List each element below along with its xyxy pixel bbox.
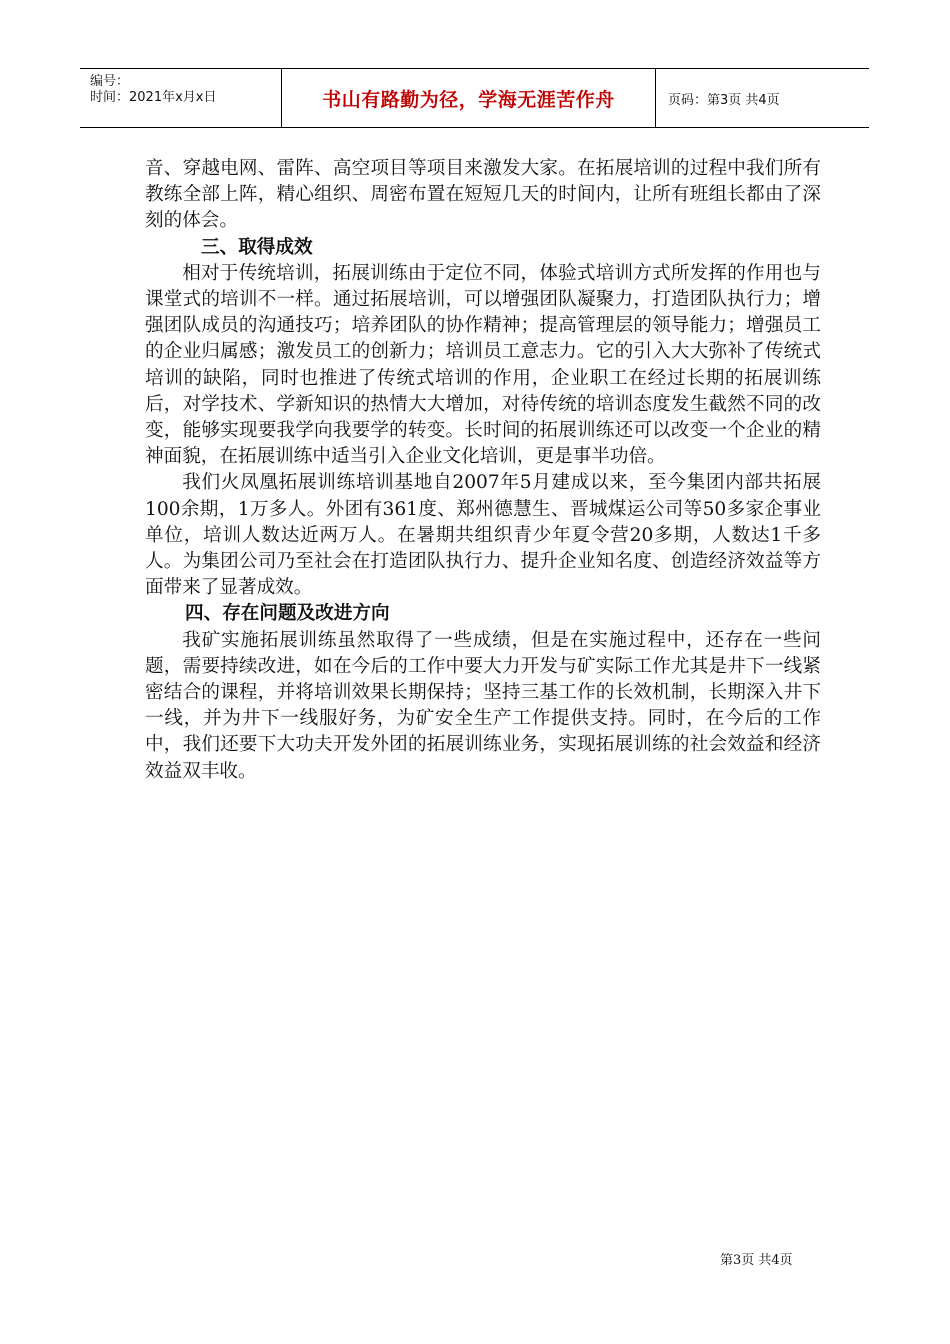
number-label: 编号：: [90, 74, 130, 89]
motto-text: 书山有路勤为径，学海无涯苦作舟: [322, 88, 615, 111]
section3-heading: 三、取得成效: [201, 236, 313, 258]
header-motto-cell: [282, 69, 656, 127]
section4-heading: 四、存在问题及改进方向: [185, 603, 390, 625]
page-footer: [720, 1249, 793, 1268]
header-page-cell: [656, 69, 869, 127]
document-body: [145, 156, 821, 785]
intro-continuation-paragraph: 音、穿越电网、雷阵、高空项目等项目来激发大家。在拓展培训的过程中我们所有教练全部上阵，精心组织、周密布置在短短几天的时间内，让所有班组长都由了深刻的体会。: [145, 158, 821, 232]
document-header: [80, 68, 869, 128]
section3-paragraph-1: 相对于传统培训，拓展训练由于定位不同，体验式培训方式所发挥的作用也与课堂式的培训不一样。通过拓展培训，可以增强团队凝聚力，打造团队执行力；增强团队成员的沟通技巧；培养团队的协作精神；提高管理层的领导能力；增强员工的企业归属感；激发员工的创新力；培训员工意志力。它的引入大大弥补了传统式培训的缺陷，同时也推进了传统式培训的作用，企业职工在经过长期的拓展训练后，对学技术、学新知识的热情大大增加，对待传统的培训态度发生截然不同的改变，能够实现要我学向我要学的转变。长时间的拓展训练还可以改变一个企业的精神面貌，在拓展训练中适当引入企业文化培训，更是事半功倍。: [145, 262, 821, 468]
section4-paragraph-1: 我矿实施拓展训练虽然取得了一些成绩，但是在实施过程中，还存在一些问题，需要持续改进，如在今后的工作中要大力开发与矿实际工作尤其是井下一线紧密结合的课程，并将培训效果长期保持；坚持三基工作的长效机制，长期深入井下一线，并为井下一线服好务，为矿安全生产工作提供支持。同时，在今后的工作中，我们还要下大功夫开发外团的拓展训练业务，实现拓展训练的社会效益和经济效益双丰收。: [145, 629, 821, 782]
header-meta-cell: [80, 69, 282, 127]
footer-page-label: 第3页 共4页: [720, 1253, 793, 1268]
header-page-label: 页码：第3页 共4页: [668, 92, 780, 108]
date-label: 时间：2021年x月x日: [90, 90, 217, 105]
section3-paragraph-2: 我们火凤凰拓展训练培训基地自2007年5月建成以来，至今集团内部共拓展100余期，1万多人。外团有361度、郑州德慧生、晋城煤运公司等50多家企事业单位，培训人数达近两万人。在暑期共组织青少年夏令营20多期，人数达1千多人。为集团公司乃至社会在打造团队执行力、提升企业知名度、创造经济效益等方面带来了显著成效。: [145, 472, 821, 599]
